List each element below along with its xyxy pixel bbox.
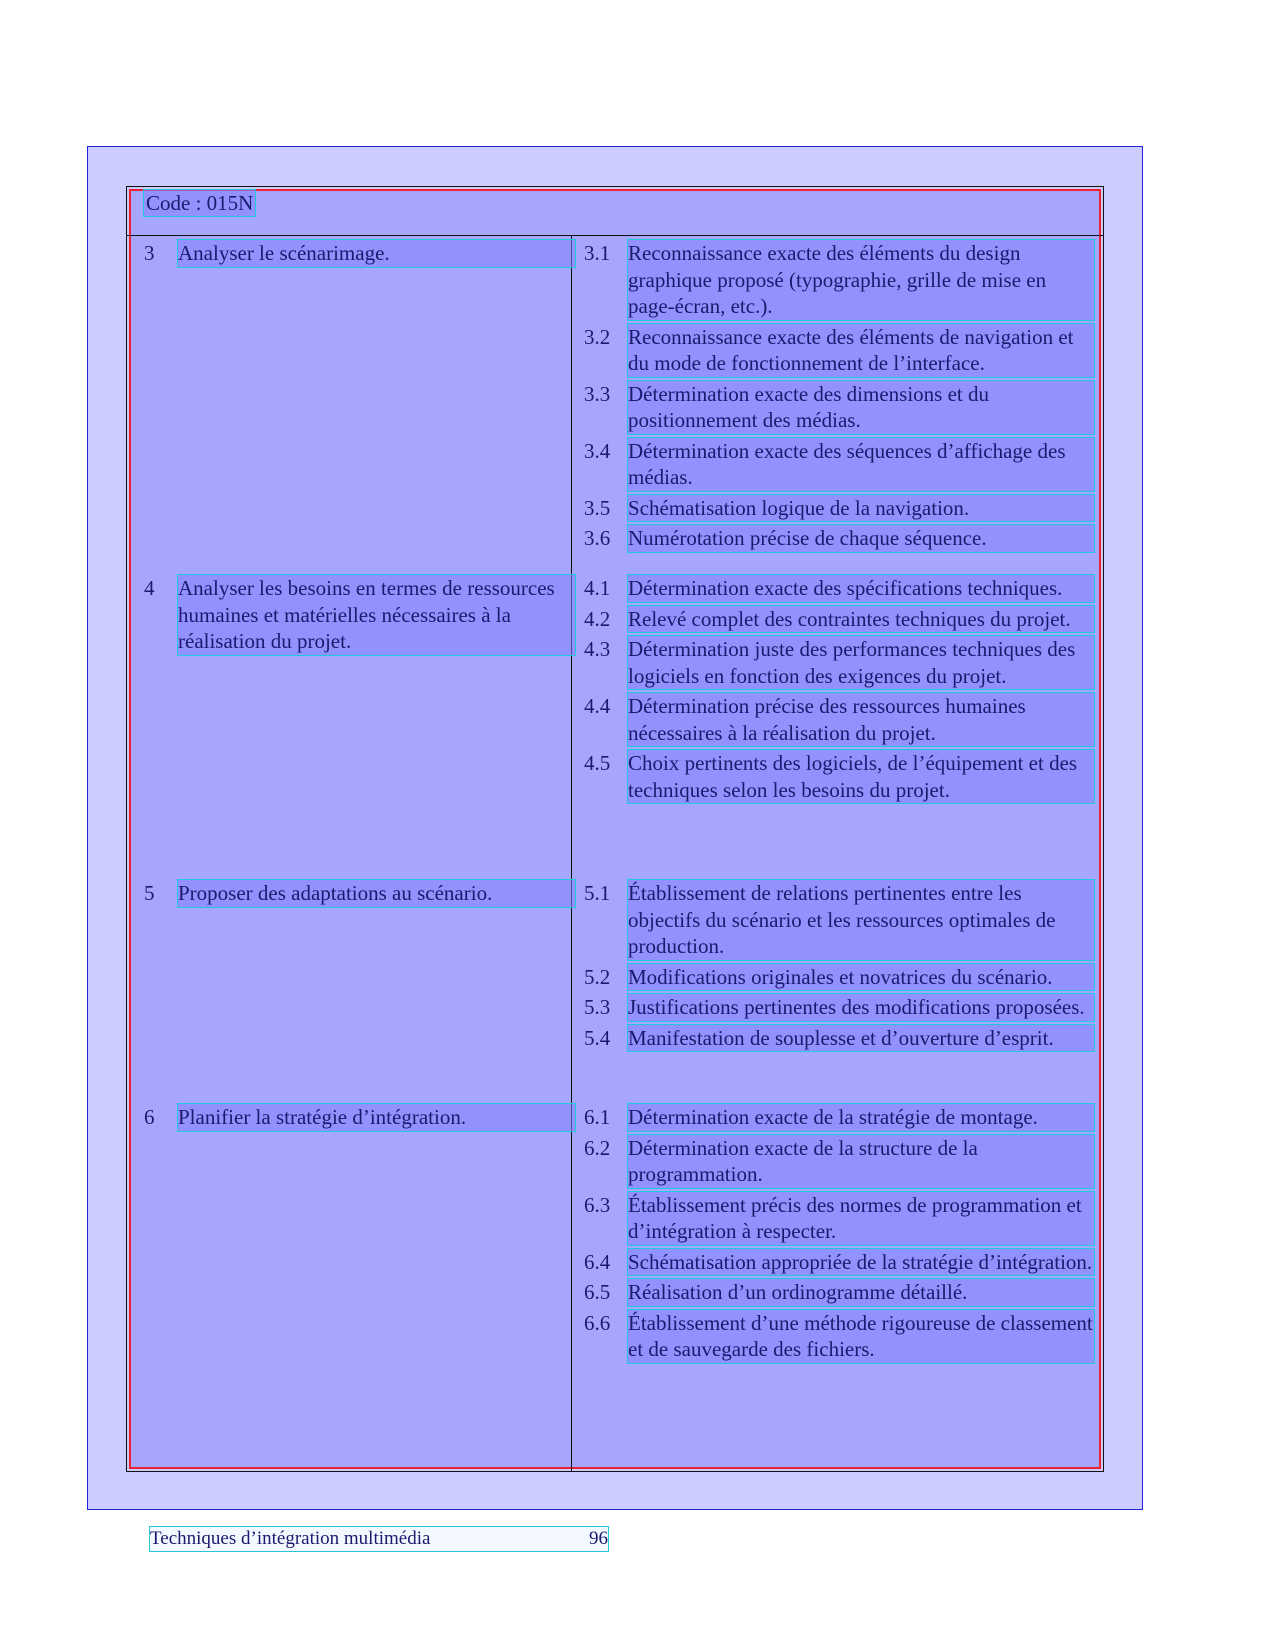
competence-text: Planifier la stratégie d’intégration.	[178, 1104, 575, 1131]
criterion-text: Établissement précis des normes de programmation et d’intégration à respecter.	[628, 1192, 1094, 1245]
criterion-text: Détermination précise des ressources humaines nécessaires à la réalisation du projet.	[628, 693, 1094, 746]
criterion	[584, 606, 1094, 633]
criterion	[584, 750, 1094, 803]
criterion-text: Détermination exacte des dimensions et du positionnement des médias.	[628, 381, 1094, 434]
competence-number: 3	[144, 241, 155, 265]
criterion-number: 4.4	[584, 694, 611, 718]
criterion-text: Détermination juste des performances techniques des logiciels en fonction des exigences du projet.	[628, 636, 1094, 689]
criterion-text: Reconnaissance exacte des éléments du design graphique proposé (typographie, grille de mise en page-écran, etc.).	[628, 240, 1094, 320]
competence-cell	[144, 1104, 575, 1131]
criteria-list	[584, 1104, 1094, 1367]
competence-cell	[144, 240, 575, 267]
competence-number: 5	[144, 881, 155, 905]
criterion	[584, 240, 1094, 320]
competence-text: Analyser les besoins en termes de ressources humaines et matérielles nécessaires à la réalisation du projet.	[178, 575, 575, 655]
criterion-text: Détermination exacte des spécifications techniques.	[628, 575, 1094, 602]
criterion-text: Modifications originales et novatrices du scénario.	[628, 964, 1094, 991]
criterion	[584, 1279, 1094, 1306]
footer-title: Techniques d’intégration multimédia	[150, 1528, 431, 1549]
criterion-number: 5.1	[584, 881, 611, 905]
criterion-text: Établissement de relations pertinentes entre les objectifs du scénario et les ressources optimales de production.	[628, 880, 1094, 960]
criterion-number: 5.3	[584, 995, 611, 1019]
criterion-number: 6.1	[584, 1105, 611, 1129]
criterion-text: Schématisation appropriée de la stratégie d’intégration.	[628, 1249, 1093, 1274]
competence-text: Analyser le scénarimage.	[178, 240, 575, 267]
criteria-list	[584, 575, 1094, 807]
criterion	[584, 525, 1094, 552]
header-rule	[126, 235, 1104, 236]
criterion-number: 3.4	[584, 438, 611, 463]
criterion-text: Reconnaissance exacte des éléments de navigation et du mode de fonctionnement de l’interface.	[628, 324, 1094, 377]
criterion-number: 3.3	[584, 381, 611, 406]
criterion	[584, 1310, 1094, 1363]
criterion-text: Choix pertinents des logiciels, de l’équipement et des techniques selon les besoins du projet.	[628, 750, 1094, 803]
criterion-number: 4.2	[584, 606, 611, 631]
criterion-number: 3.1	[584, 241, 611, 265]
criterion-text: Manifestation de souplesse et d’ouverture d’esprit.	[628, 1025, 1094, 1052]
criterion-text: Détermination exacte de la stratégie de montage.	[628, 1104, 1094, 1131]
criterion-number: 6.5	[584, 1280, 611, 1304]
page-footer	[150, 1527, 608, 1551]
course-code: Code : 015N	[146, 191, 254, 215]
criterion	[584, 693, 1094, 746]
criterion	[584, 1025, 1094, 1052]
competence-cell	[144, 575, 575, 655]
criterion	[584, 381, 1094, 434]
criterion-text: Détermination exacte de la structure de la programmation.	[628, 1135, 1094, 1188]
criterion-text: Schématisation logique de la navigation.	[628, 495, 1094, 522]
competence-cell	[144, 880, 575, 907]
criterion-number: 5.4	[584, 1025, 611, 1050]
criterion-number: 4.5	[584, 751, 611, 775]
criterion-number: 3.2	[584, 324, 611, 349]
criteria-list	[584, 240, 1094, 556]
criterion	[584, 1135, 1094, 1188]
criterion-number: 5.2	[584, 964, 611, 989]
criterion-number: 3.5	[584, 495, 611, 520]
criterion-text: Établissement d’une méthode rigoureuse de classement et de sauvegarde des fichiers.	[628, 1310, 1093, 1361]
criterion-number: 3.6	[584, 526, 611, 550]
criterion-text: Justifications pertinentes des modifications proposées.	[628, 994, 1094, 1021]
criterion	[584, 495, 1094, 522]
criterion-number: 6.4	[584, 1249, 611, 1274]
page-number: 96	[589, 1528, 608, 1549]
criterion-number: 4.1	[584, 576, 611, 600]
criterion-text: Numérotation précise de chaque séquence.	[628, 525, 1094, 552]
criterion-text: Détermination exacte des séquences d’affichage des médias.	[628, 438, 1094, 491]
competence-number: 4	[144, 576, 155, 600]
competence-number: 6	[144, 1105, 155, 1129]
criterion-number: 4.3	[584, 637, 611, 661]
criterion	[584, 1249, 1094, 1276]
criterion	[584, 964, 1094, 991]
criterion	[584, 324, 1094, 377]
criterion-text: Réalisation d’un ordinogramme détaillé.	[628, 1279, 1094, 1306]
criterion-text: Relevé complet des contraintes techniques du projet.	[628, 606, 1094, 633]
criterion-number: 6.6	[584, 1310, 611, 1335]
competence-text: Proposer des adaptations au scénario.	[178, 880, 575, 907]
criterion	[584, 880, 1094, 960]
criterion	[584, 1104, 1094, 1131]
criteria-list	[584, 880, 1094, 1055]
criterion-number: 6.3	[584, 1192, 611, 1217]
criterion-number: 6.2	[584, 1135, 611, 1160]
criterion	[584, 636, 1094, 689]
criterion	[584, 575, 1094, 602]
criterion	[584, 994, 1094, 1021]
criterion	[584, 438, 1094, 491]
column-divider	[571, 236, 572, 1472]
criterion	[584, 1192, 1094, 1245]
